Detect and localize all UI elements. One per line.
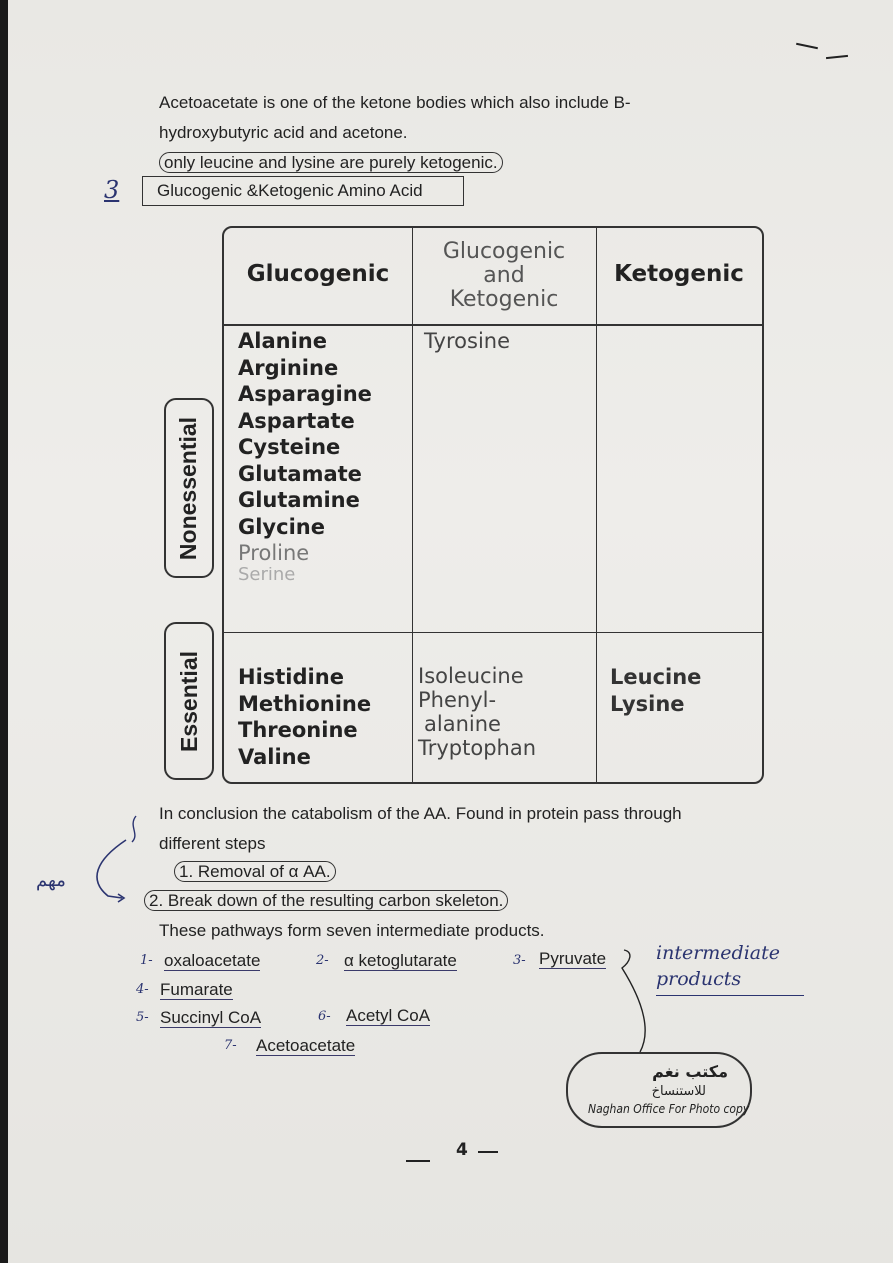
essential-ketogenic-list [610, 664, 701, 717]
list-item: Alanine [238, 329, 327, 353]
nonessential-both-list [424, 328, 510, 355]
list-item: Serine [238, 566, 296, 583]
list-item: Arginine [238, 355, 339, 380]
handwritten-note: intermediate products [656, 942, 780, 990]
step-2: 2. Break down of the resulting carbon skeleton. [144, 891, 508, 911]
product-oxaloacetate: oxaloacetate [164, 951, 261, 970]
product-pyruvate: Pyruvate [539, 949, 607, 968]
margin-note: مهم [36, 870, 66, 891]
conclusion-line-2: different steps [159, 834, 266, 853]
product-number: 4- [136, 982, 149, 997]
header-both: Glucogenic and Ketogenic [442, 239, 566, 312]
list-item: Threonine [238, 718, 358, 742]
essential-label: Essential [164, 622, 214, 780]
product-number: 1- [140, 953, 153, 968]
list-item: Asparagine [238, 382, 372, 406]
intro-line-3 [159, 153, 503, 173]
list-item: Tryptophan [418, 736, 537, 760]
list-item: Phenyl- [418, 688, 497, 712]
product-succinyl-coa: Succinyl CoA [160, 1008, 262, 1027]
list-item: Glutamine [238, 488, 360, 512]
product-ketoglutarate: α ketoglutarate [344, 951, 457, 970]
list-item: alanine [424, 712, 501, 736]
list-item: Aspartate [238, 408, 355, 433]
column-divider [596, 228, 597, 782]
product-acetoacetate: Acetoacetate [256, 1036, 356, 1055]
row-divider [224, 632, 762, 633]
office-stamp: مكتب نغم للاستنساخ Naghan Office For Photo copy [566, 1052, 752, 1128]
product-number: 5- [136, 1010, 149, 1025]
document-page [8, 0, 893, 1263]
list-item: Lysine [610, 691, 685, 716]
step-1: 1. Removal of α AA. [174, 862, 336, 882]
dash-mark [406, 1160, 430, 1162]
amino-acid-table [222, 226, 764, 784]
header-divider [224, 324, 762, 326]
conclusion-line-1: In conclusion the catabolism of the AA. Found in protein pass through [159, 804, 682, 823]
nonessential-label: Nonessential [164, 398, 214, 578]
list-item: Proline [238, 541, 310, 565]
list-item: Histidine [238, 665, 344, 689]
ketogenic-note: only leucine and lysine are purely ketogenic. [159, 152, 503, 173]
essential-glucogenic-list [238, 664, 371, 770]
list-item: Glycine [238, 514, 325, 539]
product-number: 2- [316, 953, 329, 968]
product-fumarate: Fumarate [160, 980, 233, 999]
brace-icon [612, 940, 662, 1060]
pen-mark [796, 43, 818, 50]
intro-line-1: Acetoacetate is one of the ketone bodies which also include B- [159, 93, 631, 112]
conclusion-line-3: These pathways form seven intermediate products. [159, 921, 545, 940]
list-item: Glutamate [238, 461, 362, 486]
dash-mark [478, 1151, 498, 1153]
nonessential-glucogenic-list [238, 328, 372, 583]
header-glucogenic: Glucogenic [246, 261, 390, 287]
header-ketogenic: Ketogenic [614, 261, 744, 287]
page-number: 4 [456, 1140, 468, 1160]
list-item: Methionine [238, 691, 372, 716]
product-acetyl-coa: Acetyl CoA [346, 1006, 431, 1025]
list-item: Tyrosine [424, 329, 511, 353]
list-item: Leucine [610, 665, 702, 689]
product-number: 7- [224, 1038, 237, 1053]
section-title-box [142, 176, 464, 206]
intro-line-2: hydroxybutyric acid and acetone. [159, 123, 408, 142]
list-item: Valine [238, 744, 311, 769]
product-number: 6- [318, 1009, 331, 1024]
list-item: Isoleucine [418, 664, 524, 688]
section-title: Glucogenic &Ketogenic Amino Acid [157, 181, 423, 200]
pen-mark [826, 55, 848, 59]
product-number: 3- [513, 953, 526, 968]
note-underline [656, 995, 804, 996]
list-item: Cysteine [238, 435, 341, 459]
essential-both-list [418, 664, 536, 760]
section-number: 3 [104, 176, 120, 204]
bracket-arrow-icon [78, 800, 158, 910]
